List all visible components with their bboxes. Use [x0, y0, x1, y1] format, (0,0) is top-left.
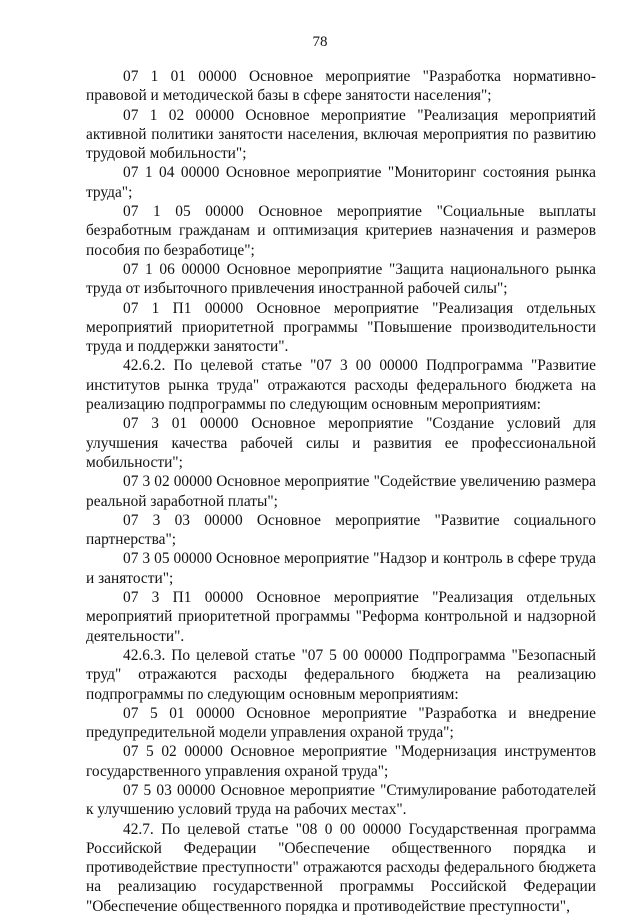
document-body: [86, 67, 596, 916]
paragraph-07-3-05: 07 3 05 00000 Основное мероприятие "Надзор и контроль в сфере труда и занятости";: [86, 550, 596, 587]
paragraph-07-1-01: 07 1 01 00000 Основное мероприятие "Разработка нормативно-правовой и методической базы в сфере занятости населения";: [86, 68, 596, 105]
paragraph-07-1-04: 07 1 04 00000 Основное мероприятие "Мониторинг состояния рынка труда";: [86, 164, 596, 201]
paragraph-07-3-02: 07 3 02 00000 Основное мероприятие "Содействие увеличению размера реальной заработной платы";: [86, 473, 596, 510]
paragraph-07-3-03: 07 3 03 00000 Основное мероприятие "Развитие социального партнерства";: [86, 511, 596, 549]
paragraph-07-1-05: 07 1 05 00000 Основное мероприятие "Социальные выплаты безработным гражданам и оптимизация критериев назначения и размеров пособия по безработице";: [86, 203, 596, 259]
page-number: 78: [312, 34, 328, 50]
paragraph-07-1-p1: 07 1 П1 00000 Основное мероприятие "Реализация отдельных мероприятий приоритетной программы "Повышение производительности труда и поддержки занятости".: [86, 299, 596, 356]
paragraph-07-1-02: 07 1 02 00000 Основное мероприятие "Реализация мероприятий активной политики занятости населения, включая мероприятия по развитию трудовой мобильности";: [86, 106, 596, 163]
paragraph-42-7: 42.7. По целевой статье "08 0 00 00000 Государственная программа Российской Федерации "Обеспечение общественного порядка и противодействие преступности" отражаются расходы федерального бюджета на реализацию государственной программы Российской Федерации "Обеспечение общественного порядка и противодействие преступности",: [86, 820, 596, 915]
paragraph-07-3-p1: 07 3 П1 00000 Основное мероприятие "Реализация отдельных мероприятий приоритетной программы "Реформа контрольной и надзорной деятельности".: [86, 589, 596, 645]
paragraph-07-5-02: 07 5 02 00000 Основное мероприятие "Модернизация инструментов государственного управления охраной труда";: [86, 743, 596, 780]
paragraph-07-5-01: 07 5 01 00000 Основное мероприятие "Разработка и внедрение предупредительной модели управления охраной труда";: [86, 704, 596, 742]
paragraph-42-6-2: 42.6.2. По целевой статье "07 3 00 00000 Подпрограмма "Развитие институтов рынка труда" отражаются расходы федерального бюджета на реализацию подпрограммы по следующим основным мероприятиям:: [86, 357, 596, 414]
paragraph-07-1-06: 07 1 06 00000 Основное мероприятие "Защита национального рынка труда от избыточного привлечения иностранной рабочей силы";: [86, 260, 596, 298]
paragraph-42-6-3: 42.6.3. По целевой статье "07 5 00 00000 Подпрограмма "Безопасный труд" отражаются расходы федерального бюджета на реализацию подпрограммы по следующим основным мероприятиям:: [86, 646, 596, 703]
paragraph-07-5-03: 07 5 03 00000 Основное мероприятие "Стимулирование работодателей к улучшению условий труда на рабочих местах".: [86, 781, 596, 819]
paragraph-07-3-01: 07 3 01 00000 Основное мероприятие "Создание условий для улучшения качества рабочей силы и развития ее профессиональной мобильности";: [86, 415, 596, 471]
